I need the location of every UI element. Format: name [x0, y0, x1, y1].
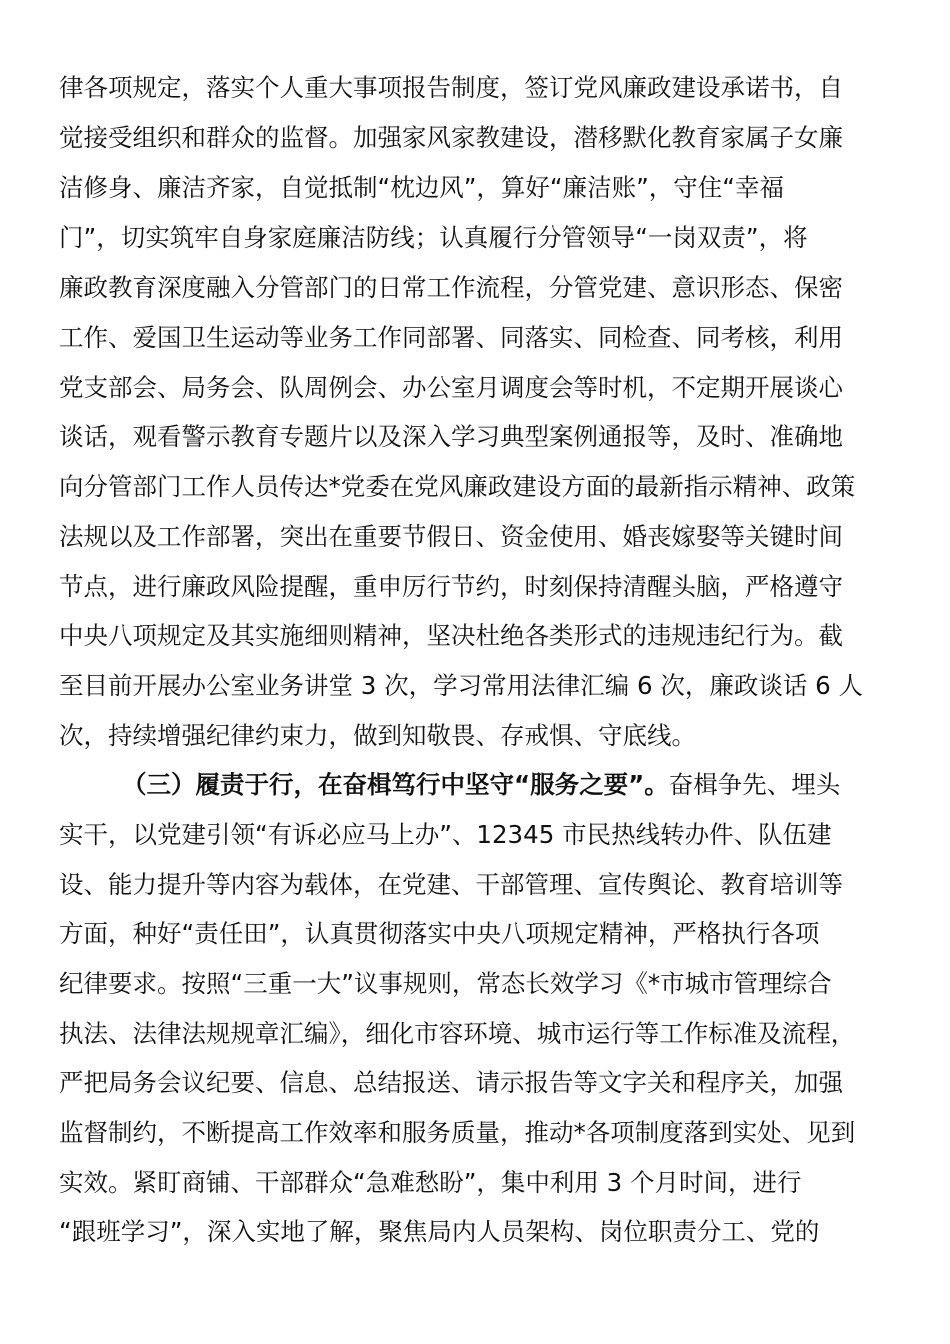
text-line: 执法、法律法规规章汇编》，细化市容环境、城市运行等工作标准及流程， [59, 1019, 856, 1048]
text-line: 法规以及工作部署，突出在重要节假日、资金使用、婚丧嫁娶等关键时间 [59, 522, 843, 551]
text-line: 谈话，观看警示教育专题片以及深入学习典型案例通报等，及时、准确地 [59, 422, 843, 451]
text-line: 方面，种好“责任田”，认真贯彻落实中央八项规定精神，严格执行各项 [59, 919, 820, 948]
text-line: 节点，进行廉政风险提醒，重申厉行节约，时刻保持清醒头脑，严格遵守 [59, 572, 843, 601]
text-line: 严把局务会议纪要、信息、总结报送、请示报告等文字关和程序关，加强 [59, 1068, 843, 1097]
text-line: 工作、爱国卫生运动等业务工作同部署、同落实、同检查、同考核，利用 [59, 323, 843, 352]
text-line: 至目前开展办公室业务讲堂 3 次，学习常用法律汇编 6 次，廉政谈话 6 人 [59, 671, 863, 700]
text-line: 实效。紧盯商铺、干部群众“急难愁盼”，集中利用 3 个月时间，进行 [59, 1168, 802, 1197]
text-line: 律各项规定，落实个人重大事项报告制度，签订党风廉政建设承诺书，自 [59, 73, 843, 102]
text-line: 洁修身、廉洁齐家，自觉抵制“枕边风”，算好“廉洁账”，守住“幸福 [59, 173, 784, 202]
text-line: 向分管部门工作人员传达*党委在党风廉政建设方面的最新指示精神、政策 [59, 472, 856, 501]
heading-continuation: 奋楫争先、埋头 [668, 770, 841, 799]
text-line: 设、能力提升等内容为载体，在党建、干部管理、宣传舆论、教育培训等 [59, 870, 843, 899]
text-line: 中央八项规定及其实施细则精神，坚决杜绝各类形式的违规违纪行为。截 [59, 621, 843, 650]
text-line: 纪律要求。按照“三重一大”议事规则，常态长效学习《*市城市管理综合 [59, 969, 832, 998]
text-line: 党支部会、局务会、队周例会、办公室月调度会等时机，不定期开展谈心 [59, 373, 843, 402]
text-line: 廉政教育深度融入分管部门的日常工作流程，分管党建、意识形态、保密 [59, 273, 843, 302]
text-line: 监督制约，不断提高工作效率和服务质量，推动*各项制度落到实处、见到 [59, 1118, 856, 1147]
text-line: 觉接受组织和群众的监督。加强家风家教建设，潜移默化教育家属子女廉 [59, 123, 843, 152]
text-line: 门”，切实筑牢自身家庭廉洁防线；认真履行分管领导“一岗双责”，将 [59, 223, 808, 252]
section-heading-line [122, 760, 895, 810]
text-line: “跟班学习”，深入实地了解，聚焦局内人员架构、岗位职责分工、党的 [59, 1217, 820, 1246]
text-line: 实干，以党建引领“有诉必应马上办”、12345 市民热线转办件、队伍建 [59, 820, 832, 849]
section-heading: （三）履责于行，在奋楫笃行中坚守“服务之要”。 [122, 770, 669, 799]
text-line: 次，持续增强纪律约束力，做到知敬畏、存戒惧、守底线。 [59, 721, 696, 750]
